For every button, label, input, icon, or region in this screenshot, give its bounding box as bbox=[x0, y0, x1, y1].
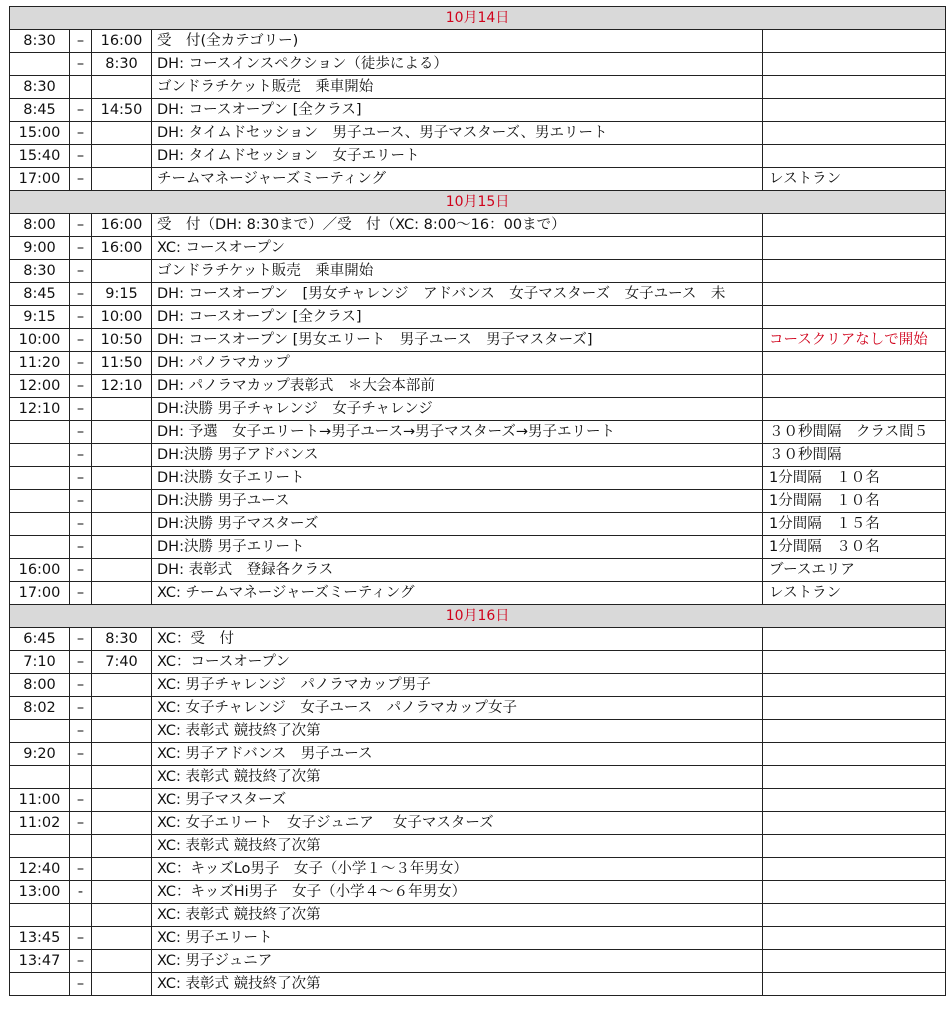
start-time: 13:00 bbox=[10, 881, 70, 904]
end-time: 7:40 bbox=[92, 651, 152, 674]
event-note bbox=[763, 260, 946, 283]
event-note bbox=[763, 352, 946, 375]
start-time: 8:45 bbox=[10, 99, 70, 122]
event-description: DH: タイムドセッション 男子ユース、男子マスターズ、男エリート bbox=[152, 122, 763, 145]
time-dash: – bbox=[70, 352, 92, 375]
time-dash: – bbox=[70, 720, 92, 743]
start-time bbox=[10, 973, 70, 996]
event-note bbox=[763, 881, 946, 904]
schedule-row bbox=[10, 697, 946, 720]
time-dash: – bbox=[70, 513, 92, 536]
event-note bbox=[763, 950, 946, 973]
end-time bbox=[92, 674, 152, 697]
event-description: XC: 男子マスターズ bbox=[152, 789, 763, 812]
end-time: 8:30 bbox=[92, 53, 152, 76]
event-note bbox=[763, 145, 946, 168]
end-time: 10:00 bbox=[92, 306, 152, 329]
event-description: XC: 男子エリート bbox=[152, 927, 763, 950]
start-time bbox=[10, 444, 70, 467]
time-dash bbox=[70, 835, 92, 858]
end-time: 16:00 bbox=[92, 237, 152, 260]
event-note bbox=[763, 812, 946, 835]
time-dash: – bbox=[70, 973, 92, 996]
time-dash: – bbox=[70, 53, 92, 76]
time-dash: – bbox=[70, 812, 92, 835]
time-dash: – bbox=[70, 674, 92, 697]
start-time: 10:00 bbox=[10, 329, 70, 352]
event-description: DH:決勝 女子エリート bbox=[152, 467, 763, 490]
schedule-row bbox=[10, 421, 946, 444]
schedule-row bbox=[10, 881, 946, 904]
schedule-row bbox=[10, 237, 946, 260]
end-time bbox=[92, 582, 152, 605]
start-time bbox=[10, 467, 70, 490]
time-dash: – bbox=[70, 789, 92, 812]
event-note bbox=[763, 76, 946, 99]
end-time bbox=[92, 904, 152, 927]
event-description: DH: コースインスペクション（徒歩による） bbox=[152, 53, 763, 76]
time-dash bbox=[70, 904, 92, 927]
schedule-row bbox=[10, 260, 946, 283]
event-note bbox=[763, 651, 946, 674]
start-time: 13:47 bbox=[10, 950, 70, 973]
event-description: XC: 女子チャレンジ 女子ユース パノラマカップ女子 bbox=[152, 697, 763, 720]
event-note bbox=[763, 720, 946, 743]
event-description: XC: 女子エリート 女子ジュニア 女子マスターズ bbox=[152, 812, 763, 835]
event-note: ３０秒間隔 bbox=[763, 444, 946, 467]
start-time: 8:00 bbox=[10, 674, 70, 697]
time-dash: – bbox=[70, 651, 92, 674]
start-time: 11:02 bbox=[10, 812, 70, 835]
start-time: 9:15 bbox=[10, 306, 70, 329]
event-note bbox=[763, 306, 946, 329]
day-header: 10月14日 bbox=[10, 7, 946, 30]
start-time: 8:00 bbox=[10, 214, 70, 237]
start-time: 6:45 bbox=[10, 628, 70, 651]
end-time: 9:15 bbox=[92, 283, 152, 306]
event-note bbox=[763, 122, 946, 145]
event-description: DH:決勝 男子ユース bbox=[152, 490, 763, 513]
time-dash: – bbox=[70, 306, 92, 329]
event-description: DH: コースオープン [男女エリート 男子ユース 男子マスターズ] bbox=[152, 329, 763, 352]
event-note bbox=[763, 743, 946, 766]
start-time: 8:45 bbox=[10, 283, 70, 306]
end-time: 16:00 bbox=[92, 30, 152, 53]
schedule-row bbox=[10, 743, 946, 766]
end-time bbox=[92, 812, 152, 835]
event-note: レストラン bbox=[763, 582, 946, 605]
end-time bbox=[92, 513, 152, 536]
time-dash: – bbox=[70, 697, 92, 720]
start-time: 17:00 bbox=[10, 582, 70, 605]
end-time: 14:50 bbox=[92, 99, 152, 122]
schedule-row bbox=[10, 628, 946, 651]
end-time bbox=[92, 421, 152, 444]
event-description: XC：キッズLo男子 女子（小学１〜３年男女） bbox=[152, 858, 763, 881]
end-time bbox=[92, 444, 152, 467]
event-description: ゴンドラチケット販売 乗車開始 bbox=[152, 260, 763, 283]
time-dash: – bbox=[70, 30, 92, 53]
schedule-row bbox=[10, 904, 946, 927]
end-time: 10:50 bbox=[92, 329, 152, 352]
schedule-row bbox=[10, 559, 946, 582]
time-dash: – bbox=[70, 398, 92, 421]
end-time: 12:10 bbox=[92, 375, 152, 398]
event-note: ブースエリア bbox=[763, 559, 946, 582]
time-dash bbox=[70, 766, 92, 789]
schedule-table bbox=[9, 6, 946, 996]
event-note: コースクリアなしで開始 bbox=[763, 329, 946, 352]
day-header-row bbox=[10, 605, 946, 628]
event-description: DH: コースオープン [全クラス] bbox=[152, 99, 763, 122]
event-description: XC：キッズHi男子 女子（小学４〜６年男女） bbox=[152, 881, 763, 904]
start-time bbox=[10, 536, 70, 559]
event-description: DH: コースオープン [全クラス] bbox=[152, 306, 763, 329]
end-time: 16:00 bbox=[92, 214, 152, 237]
schedule-row bbox=[10, 950, 946, 973]
end-time bbox=[92, 559, 152, 582]
schedule-row bbox=[10, 122, 946, 145]
end-time bbox=[92, 835, 152, 858]
event-note bbox=[763, 375, 946, 398]
event-description: XC: 男子アドバンス 男子ユース bbox=[152, 743, 763, 766]
start-time: 11:00 bbox=[10, 789, 70, 812]
event-note bbox=[763, 628, 946, 651]
time-dash: – bbox=[70, 467, 92, 490]
event-description: DH:決勝 男子チャレンジ 女子チャレンジ bbox=[152, 398, 763, 421]
event-description: XC: 表彰式 競技終了次第 bbox=[152, 835, 763, 858]
time-dash: – bbox=[70, 260, 92, 283]
end-time bbox=[92, 536, 152, 559]
start-time: 15:00 bbox=[10, 122, 70, 145]
end-time bbox=[92, 743, 152, 766]
time-dash: – bbox=[70, 743, 92, 766]
end-time bbox=[92, 927, 152, 950]
time-dash: – bbox=[70, 628, 92, 651]
event-description: XC: 表彰式 競技終了次第 bbox=[152, 973, 763, 996]
event-note bbox=[763, 237, 946, 260]
schedule-row bbox=[10, 674, 946, 697]
time-dash: – bbox=[70, 122, 92, 145]
end-time bbox=[92, 766, 152, 789]
event-description: DH: コースオープン [男女チャレンジ アドバンス 女子マスターズ 女子ユース 未 bbox=[152, 283, 763, 306]
time-dash: – bbox=[70, 536, 92, 559]
event-description: DH:決勝 男子アドバンス bbox=[152, 444, 763, 467]
end-time bbox=[92, 950, 152, 973]
schedule-row bbox=[10, 927, 946, 950]
schedule-row bbox=[10, 467, 946, 490]
schedule-row bbox=[10, 145, 946, 168]
schedule-row bbox=[10, 30, 946, 53]
end-time bbox=[92, 858, 152, 881]
start-time bbox=[10, 513, 70, 536]
start-time: 7:10 bbox=[10, 651, 70, 674]
event-description: DH:決勝 男子エリート bbox=[152, 536, 763, 559]
event-note bbox=[763, 927, 946, 950]
event-description: DH: パノラマカップ表彰式 ＊大会本部前 bbox=[152, 375, 763, 398]
day-header-row bbox=[10, 7, 946, 30]
end-time bbox=[92, 467, 152, 490]
day-header: 10月16日 bbox=[10, 605, 946, 628]
time-dash: – bbox=[70, 375, 92, 398]
time-dash: – bbox=[70, 214, 92, 237]
start-time bbox=[10, 835, 70, 858]
end-time bbox=[92, 697, 152, 720]
event-description: 受 付（DH: 8:30まで）／受 付（XC: 8:00〜16：00まで） bbox=[152, 214, 763, 237]
event-description: チームマネージャーズミーティング bbox=[152, 168, 763, 191]
event-description: XC: 表彰式 競技終了次第 bbox=[152, 766, 763, 789]
end-time bbox=[92, 789, 152, 812]
event-note bbox=[763, 858, 946, 881]
schedule-row bbox=[10, 536, 946, 559]
time-dash: – bbox=[70, 858, 92, 881]
start-time: 15:40 bbox=[10, 145, 70, 168]
schedule-row bbox=[10, 76, 946, 99]
event-note bbox=[763, 214, 946, 237]
start-time: 17:00 bbox=[10, 168, 70, 191]
event-note bbox=[763, 766, 946, 789]
schedule-row bbox=[10, 812, 946, 835]
start-time bbox=[10, 904, 70, 927]
start-time: 8:02 bbox=[10, 697, 70, 720]
start-time: 8:30 bbox=[10, 30, 70, 53]
end-time: 8:30 bbox=[92, 628, 152, 651]
start-time: 12:10 bbox=[10, 398, 70, 421]
schedule-row bbox=[10, 375, 946, 398]
end-time bbox=[92, 168, 152, 191]
end-time bbox=[92, 881, 152, 904]
event-description: DH: 表彰式 登録各クラス bbox=[152, 559, 763, 582]
start-time bbox=[10, 720, 70, 743]
end-time bbox=[92, 145, 152, 168]
schedule-row bbox=[10, 444, 946, 467]
time-dash: - bbox=[70, 881, 92, 904]
time-dash: – bbox=[70, 145, 92, 168]
event-description: XC：受 付 bbox=[152, 628, 763, 651]
event-description: XC: 表彰式 競技終了次第 bbox=[152, 720, 763, 743]
schedule-row bbox=[10, 835, 946, 858]
schedule-row bbox=[10, 398, 946, 421]
start-time bbox=[10, 766, 70, 789]
schedule-row bbox=[10, 168, 946, 191]
end-time bbox=[92, 720, 152, 743]
end-time bbox=[92, 122, 152, 145]
event-description: XC: コースオープン bbox=[152, 237, 763, 260]
schedule-row bbox=[10, 53, 946, 76]
end-time bbox=[92, 490, 152, 513]
event-note: 1分間隔 １５名 bbox=[763, 513, 946, 536]
event-description: XC：コースオープン bbox=[152, 651, 763, 674]
time-dash: – bbox=[70, 99, 92, 122]
event-description: DH: 予選 女子エリート→男子ユース→男子マスターズ→男子エリート bbox=[152, 421, 763, 444]
event-note bbox=[763, 398, 946, 421]
event-note bbox=[763, 789, 946, 812]
event-description: XC: 男子ジュニア bbox=[152, 950, 763, 973]
time-dash: – bbox=[70, 421, 92, 444]
event-note: 1分間隔 １０名 bbox=[763, 467, 946, 490]
event-note bbox=[763, 99, 946, 122]
end-time bbox=[92, 76, 152, 99]
event-note: 1分間隔 １０名 bbox=[763, 490, 946, 513]
event-note bbox=[763, 697, 946, 720]
event-note: 1分間隔 ３０名 bbox=[763, 536, 946, 559]
end-time bbox=[92, 973, 152, 996]
start-time: 11:20 bbox=[10, 352, 70, 375]
schedule-row bbox=[10, 973, 946, 996]
time-dash: – bbox=[70, 559, 92, 582]
event-note bbox=[763, 835, 946, 858]
start-time: 8:30 bbox=[10, 260, 70, 283]
start-time: 12:00 bbox=[10, 375, 70, 398]
event-description: XC: チームマネージャーズミーティング bbox=[152, 582, 763, 605]
end-time: 11:50 bbox=[92, 352, 152, 375]
schedule-row bbox=[10, 283, 946, 306]
event-note bbox=[763, 53, 946, 76]
schedule-row bbox=[10, 582, 946, 605]
schedule-row bbox=[10, 720, 946, 743]
event-description: DH: タイムドセッション 女子エリート bbox=[152, 145, 763, 168]
start-time: 13:45 bbox=[10, 927, 70, 950]
schedule-row bbox=[10, 352, 946, 375]
start-time bbox=[10, 53, 70, 76]
time-dash: – bbox=[70, 329, 92, 352]
schedule-row bbox=[10, 766, 946, 789]
start-time: 8:30 bbox=[10, 76, 70, 99]
time-dash: – bbox=[70, 950, 92, 973]
event-description: ゴンドラチケット販売 乗車開始 bbox=[152, 76, 763, 99]
event-note: ３０秒間隔 クラス間５ bbox=[763, 421, 946, 444]
day-header-row bbox=[10, 191, 946, 214]
schedule-row bbox=[10, 99, 946, 122]
time-dash: – bbox=[70, 444, 92, 467]
schedule-row bbox=[10, 329, 946, 352]
time-dash: – bbox=[70, 490, 92, 513]
end-time bbox=[92, 398, 152, 421]
schedule-row bbox=[10, 513, 946, 536]
schedule-row bbox=[10, 651, 946, 674]
schedule-row bbox=[10, 789, 946, 812]
start-time: 16:00 bbox=[10, 559, 70, 582]
day-header: 10月15日 bbox=[10, 191, 946, 214]
time-dash: – bbox=[70, 927, 92, 950]
time-dash: – bbox=[70, 582, 92, 605]
event-note bbox=[763, 904, 946, 927]
event-note: レストラン bbox=[763, 168, 946, 191]
event-description: XC: 男子チャレンジ パノラマカップ男子 bbox=[152, 674, 763, 697]
time-dash bbox=[70, 76, 92, 99]
event-note bbox=[763, 283, 946, 306]
start-time bbox=[10, 421, 70, 444]
event-note bbox=[763, 973, 946, 996]
time-dash: – bbox=[70, 237, 92, 260]
event-description: DH: パノラマカップ bbox=[152, 352, 763, 375]
schedule-row bbox=[10, 490, 946, 513]
time-dash: – bbox=[70, 168, 92, 191]
event-description: 受 付(全カテゴリー) bbox=[152, 30, 763, 53]
end-time bbox=[92, 260, 152, 283]
event-note bbox=[763, 674, 946, 697]
schedule-row bbox=[10, 858, 946, 881]
event-note bbox=[763, 30, 946, 53]
start-time: 12:40 bbox=[10, 858, 70, 881]
schedule-row bbox=[10, 214, 946, 237]
schedule-row bbox=[10, 306, 946, 329]
event-description: DH:決勝 男子マスターズ bbox=[152, 513, 763, 536]
start-time: 9:00 bbox=[10, 237, 70, 260]
start-time: 9:20 bbox=[10, 743, 70, 766]
time-dash: – bbox=[70, 283, 92, 306]
event-description: XC: 表彰式 競技終了次第 bbox=[152, 904, 763, 927]
start-time bbox=[10, 490, 70, 513]
